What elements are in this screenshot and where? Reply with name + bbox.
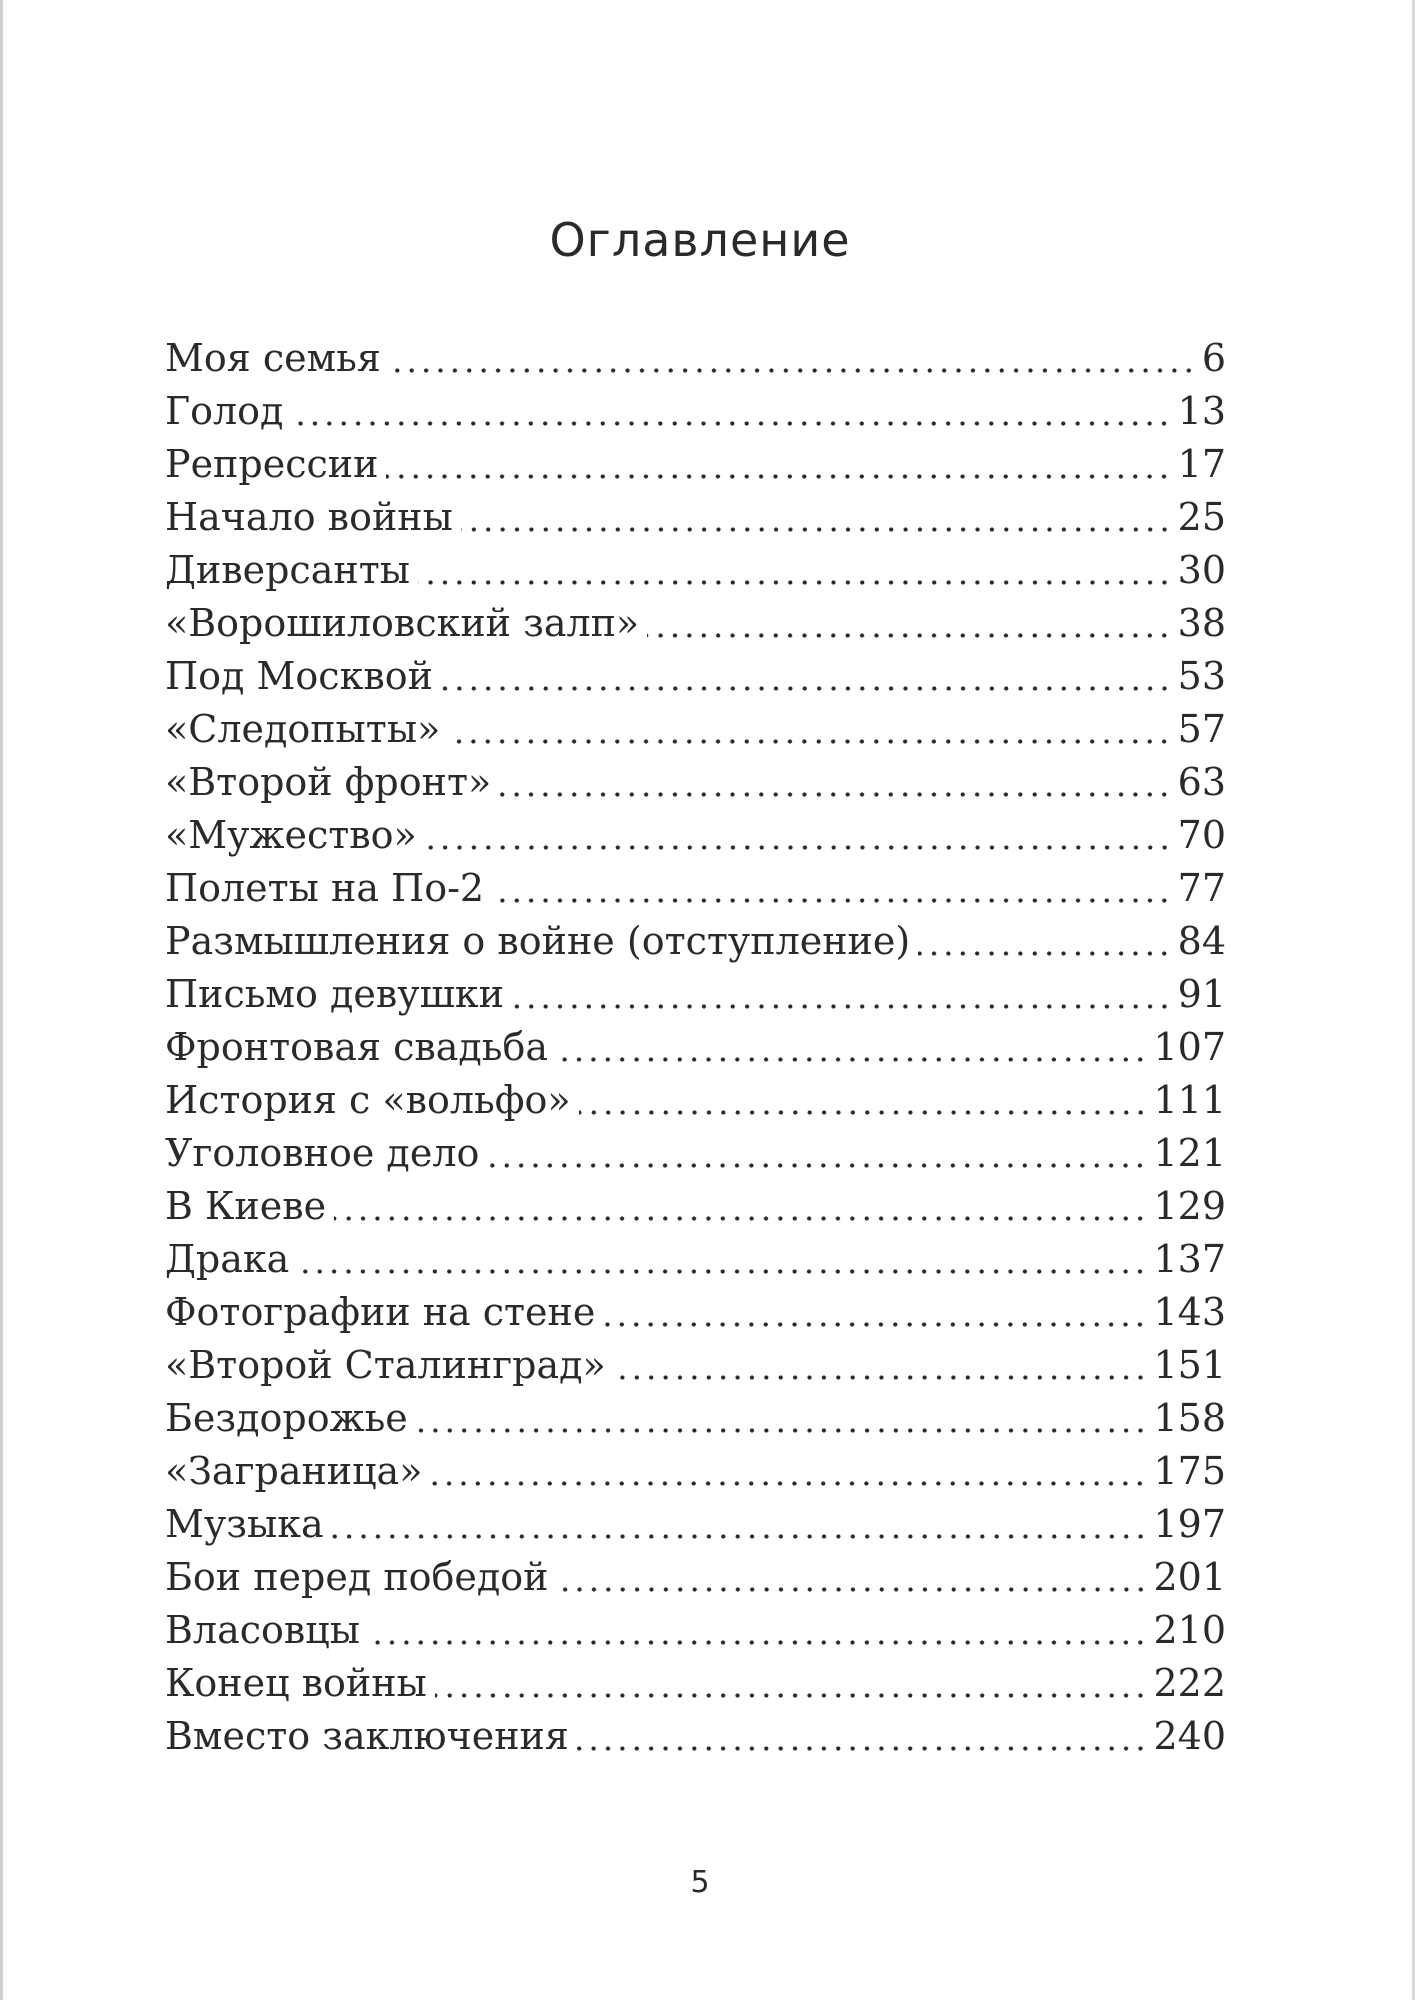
dot-leader xyxy=(448,739,1171,744)
dot-leader xyxy=(297,1269,1147,1274)
dot-leader xyxy=(291,421,1171,426)
dot-leader xyxy=(579,1110,1148,1115)
toc-entry-title: Полеты на По-2 xyxy=(165,866,485,910)
toc-entry-page: 175 xyxy=(1153,1449,1226,1493)
toc-entry-title: История с «вольфо» xyxy=(165,1078,571,1122)
toc-entry-title: «Второй фронт» xyxy=(165,760,492,804)
toc-entry xyxy=(165,1604,1226,1657)
dot-leader xyxy=(441,686,1172,691)
toc-entry-title: В Киеве xyxy=(165,1184,327,1228)
toc-entry xyxy=(165,1392,1226,1445)
toc-entry xyxy=(165,1445,1226,1498)
dot-leader xyxy=(430,1481,1147,1486)
dot-leader xyxy=(334,1216,1147,1221)
toc-entry xyxy=(165,1657,1226,1710)
toc-entry xyxy=(165,1233,1226,1286)
dot-leader xyxy=(368,1640,1148,1645)
toc-entry xyxy=(165,650,1226,703)
dot-leader xyxy=(614,1375,1148,1380)
toc-entry xyxy=(165,1021,1226,1074)
toc-entry-title: Музыка xyxy=(165,1502,324,1546)
dot-leader xyxy=(603,1322,1147,1327)
toc-entry xyxy=(165,862,1226,915)
dot-leader xyxy=(435,1693,1148,1698)
dot-leader xyxy=(386,474,1171,479)
toc-entry-title: Репрессии xyxy=(165,442,379,486)
toc-entry-page: 158 xyxy=(1153,1396,1226,1440)
page-edge-left xyxy=(0,0,3,2000)
toc-entry xyxy=(165,1339,1226,1392)
toc-title: Оглавление xyxy=(549,212,851,267)
toc-entry xyxy=(165,544,1226,597)
dot-leader xyxy=(499,792,1171,797)
dot-leader xyxy=(577,1746,1148,1751)
toc-entry-title: Драка xyxy=(165,1237,290,1281)
toc-entry-page: 30 xyxy=(1177,548,1226,592)
toc-entry-title: «Мужество» xyxy=(165,813,417,857)
toc-entry xyxy=(165,703,1226,756)
toc-entry-page: 201 xyxy=(1153,1555,1226,1599)
toc-entry-page: 63 xyxy=(1177,760,1226,804)
toc-entry-page: 121 xyxy=(1153,1131,1226,1175)
toc-entry xyxy=(165,1180,1226,1233)
toc-entry-title: Размышления о войне (отступление) xyxy=(165,919,911,963)
dot-leader xyxy=(556,1057,1147,1062)
toc-entry-page: 6 xyxy=(1201,336,1226,380)
toc-entry-title: «Следопыты» xyxy=(165,707,441,751)
toc-entry xyxy=(165,1551,1226,1604)
toc-entry-title: Уголовное дело xyxy=(165,1131,480,1175)
toc-entry-page: 151 xyxy=(1153,1343,1226,1387)
toc-entry-page: 84 xyxy=(1177,919,1226,963)
dot-leader xyxy=(389,368,1196,373)
page-number: 5 xyxy=(690,1865,710,1900)
toc-entry-page: 240 xyxy=(1153,1714,1226,1758)
toc-entry xyxy=(165,332,1226,385)
toc-entry-title: «Второй Сталинград» xyxy=(165,1343,606,1387)
toc-entry-title: Письмо девушки xyxy=(165,972,504,1016)
toc-entry-title: Диверсанты xyxy=(165,548,410,592)
dot-leader xyxy=(918,951,1171,956)
toc-entry-page: 143 xyxy=(1153,1290,1226,1334)
toc-entry-page: 13 xyxy=(1177,389,1226,433)
toc-entry xyxy=(165,1127,1226,1180)
toc-entry xyxy=(165,438,1226,491)
dot-leader xyxy=(418,580,1172,585)
toc-entry-page: 111 xyxy=(1153,1078,1226,1122)
toc-entry xyxy=(165,1498,1226,1551)
toc-entry-page: 70 xyxy=(1177,813,1226,857)
toc-entry xyxy=(165,385,1226,438)
toc-entry-title: Фронтовая свадьба xyxy=(165,1025,549,1069)
toc-entry xyxy=(165,1286,1226,1339)
dot-leader xyxy=(647,633,1171,638)
dot-leader xyxy=(492,898,1172,903)
toc-entry-page: 107 xyxy=(1153,1025,1226,1069)
toc-entry-page: 197 xyxy=(1153,1502,1226,1546)
toc-entry-title: Бои перед победой xyxy=(165,1555,549,1599)
toc-entry-page: 222 xyxy=(1153,1661,1226,1705)
toc-entry-page: 25 xyxy=(1177,495,1226,539)
toc-entry-title: Начало войны xyxy=(165,495,453,539)
toc-entry-title: Моя семья xyxy=(165,336,381,380)
toc-entry-title: «Ворошиловский залп» xyxy=(165,601,640,645)
dot-leader xyxy=(425,845,1172,850)
dot-leader xyxy=(557,1587,1148,1592)
toc-entry-page: 53 xyxy=(1177,654,1226,698)
toc-entry-title: Под Москвой xyxy=(165,654,433,698)
toc-entry-page: 17 xyxy=(1177,442,1226,486)
toc-entry-page: 210 xyxy=(1153,1608,1226,1652)
toc-entry xyxy=(165,491,1226,544)
dot-leader xyxy=(461,527,1172,532)
toc-entry xyxy=(165,1710,1226,1763)
toc-entry-title: Бездорожье xyxy=(165,1396,408,1440)
toc-entry-title: «Заграница» xyxy=(165,1449,423,1493)
toc-entry-page: 57 xyxy=(1177,707,1226,751)
toc-entry-page: 91 xyxy=(1177,972,1226,1016)
toc-entry-page: 137 xyxy=(1153,1237,1226,1281)
dot-leader xyxy=(512,1004,1172,1009)
toc-entry xyxy=(165,597,1226,650)
toc-entry-title: Власовцы xyxy=(165,1608,360,1652)
toc-list xyxy=(165,332,1226,1763)
toc-entry-title: Конец войны xyxy=(165,1661,427,1705)
toc-entry-title: Вместо заключения xyxy=(165,1714,569,1758)
toc-entry-title: Фотографии на стене xyxy=(165,1290,596,1334)
toc-entry-page: 38 xyxy=(1177,601,1226,645)
dot-leader xyxy=(332,1534,1148,1539)
toc-entry xyxy=(165,915,1226,968)
toc-entry-title: Голод xyxy=(165,389,284,433)
dot-leader xyxy=(487,1163,1147,1168)
toc-entry xyxy=(165,756,1226,809)
toc-entry-page: 77 xyxy=(1177,866,1226,910)
dot-leader xyxy=(416,1428,1148,1433)
toc-entry xyxy=(165,968,1226,1021)
toc-entry xyxy=(165,1074,1226,1127)
toc-entry xyxy=(165,809,1226,862)
toc-entry-page: 129 xyxy=(1153,1184,1226,1228)
